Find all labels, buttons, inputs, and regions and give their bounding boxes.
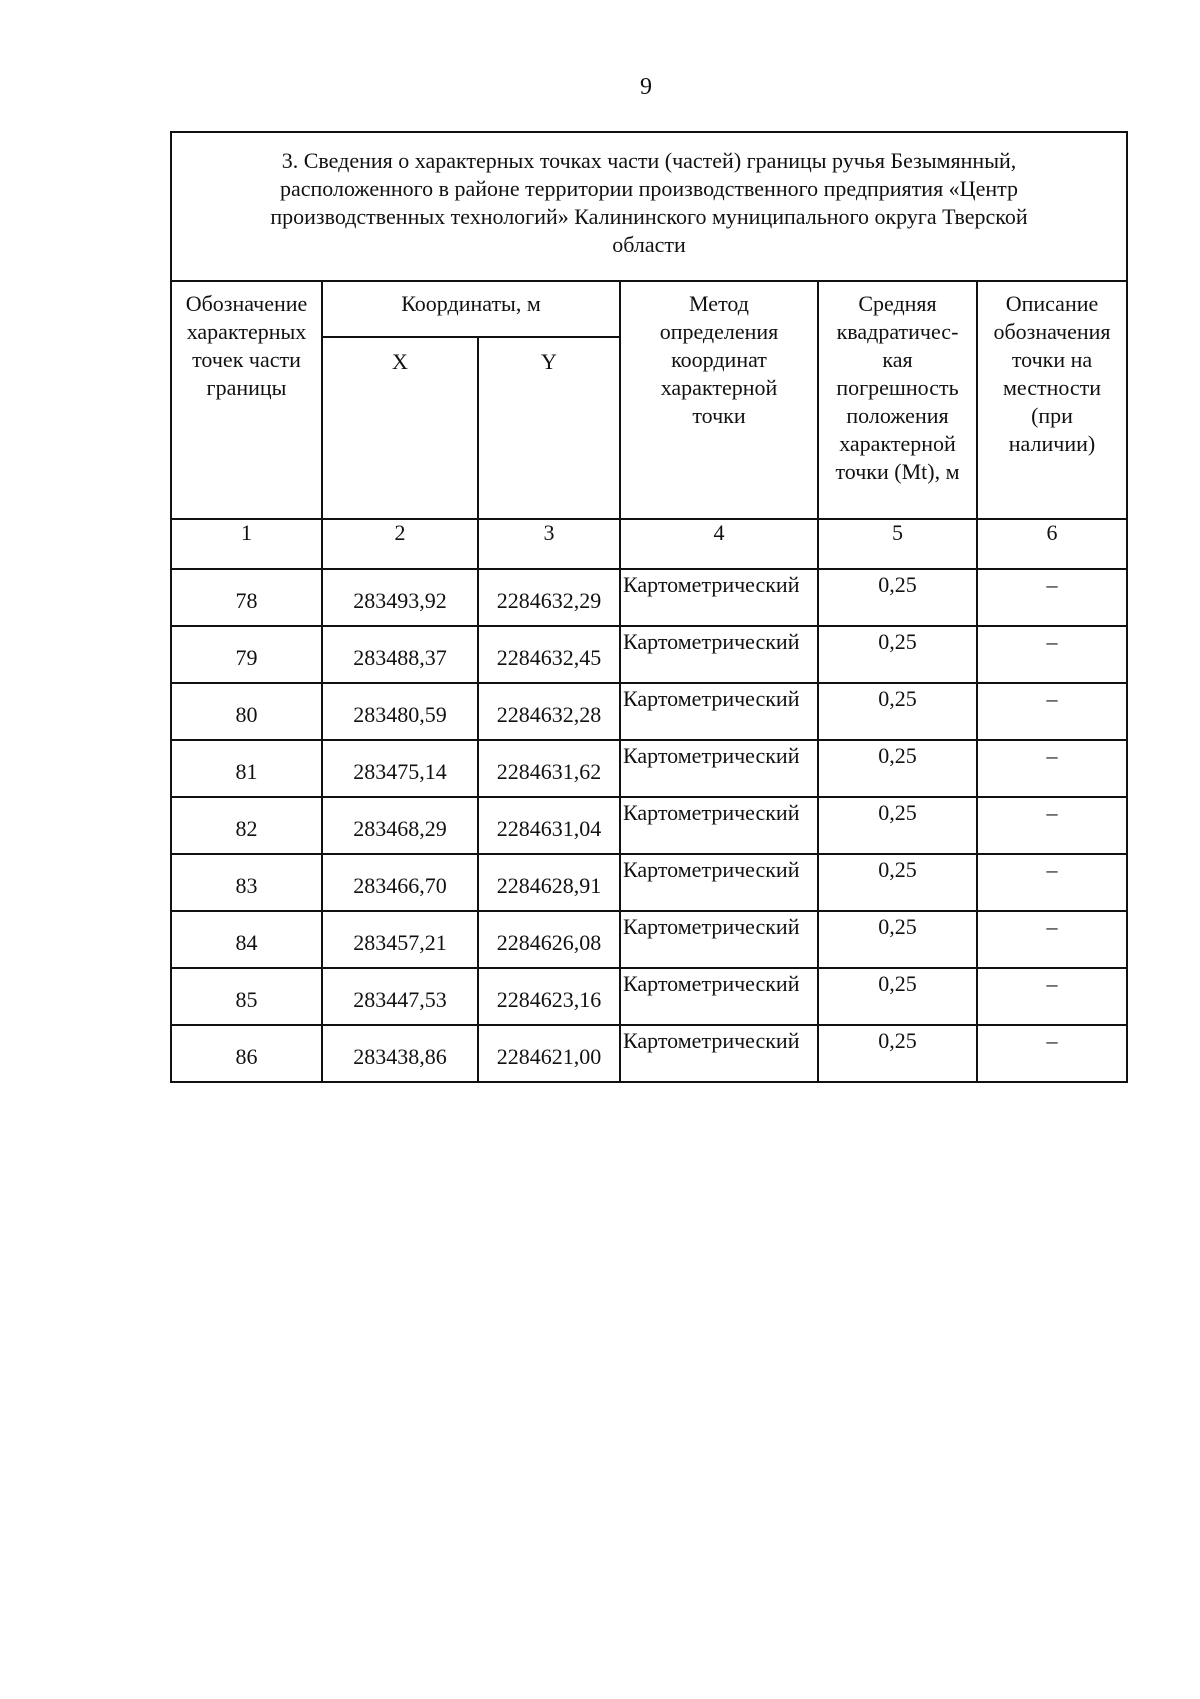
header-x: X — [322, 337, 478, 519]
header-line: обозначения — [993, 319, 1111, 344]
table-row — [171, 683, 1127, 740]
coord-y: 2284632,29 — [478, 569, 620, 626]
description: – — [977, 854, 1127, 911]
error: 0,25 — [818, 569, 977, 626]
header-line: Средняя — [858, 291, 937, 316]
point-id: 78 — [171, 569, 322, 626]
header-line: точки на — [1011, 347, 1093, 372]
coord-y: 2284623,16 — [478, 968, 620, 1025]
column-number: 2 — [322, 519, 478, 569]
description: – — [977, 797, 1127, 854]
caption-line: производственных технологий» Калининского муниципального округа Тверской — [270, 204, 1028, 229]
header-line: кая — [882, 347, 913, 372]
table-row — [171, 968, 1127, 1025]
coord-x: 283493,92 — [322, 569, 478, 626]
point-id: 85 — [171, 968, 322, 1025]
header-line: погрешность — [836, 375, 959, 400]
point-id: 79 — [171, 626, 322, 683]
header-line: определения — [659, 319, 779, 344]
point-id: 86 — [171, 1025, 322, 1082]
coord-x: 283488,37 — [322, 626, 478, 683]
header-description — [977, 281, 1127, 519]
description: – — [977, 740, 1127, 797]
coord-x: 283468,29 — [322, 797, 478, 854]
table-row — [171, 1025, 1127, 1082]
table-row — [171, 911, 1127, 968]
method: Картометрический — [620, 911, 818, 968]
point-id: 83 — [171, 854, 322, 911]
method: Картометрический — [620, 740, 818, 797]
header-error — [818, 281, 977, 519]
error: 0,25 — [818, 968, 977, 1025]
error: 0,25 — [818, 683, 977, 740]
point-id: 84 — [171, 911, 322, 968]
header-line: характерной — [839, 431, 956, 456]
header-line: точки — [692, 403, 746, 428]
description: – — [977, 683, 1127, 740]
header-coordinates: Координаты, м — [322, 281, 620, 337]
coord-y: 2284621,00 — [478, 1025, 620, 1082]
coord-x: 283447,53 — [322, 968, 478, 1025]
description: – — [977, 911, 1127, 968]
header-line: Описание — [1005, 291, 1099, 316]
header-line: Метод — [689, 291, 749, 316]
description: – — [977, 626, 1127, 683]
error: 0,25 — [818, 626, 977, 683]
header-line: точки (Mt), м — [835, 459, 960, 484]
page-number: 9 — [640, 74, 652, 100]
method: Картометрический — [620, 854, 818, 911]
table-caption — [171, 132, 1127, 281]
error: 0,25 — [818, 911, 977, 968]
coord-x: 283438,86 — [322, 1025, 478, 1082]
header-line: положения — [846, 403, 949, 428]
method: Картометрический — [620, 569, 818, 626]
header-line: характерных — [186, 319, 307, 344]
header-line: координат — [671, 347, 767, 372]
error: 0,25 — [818, 797, 977, 854]
method: Картометрический — [620, 626, 818, 683]
point-id: 80 — [171, 683, 322, 740]
column-number: 6 — [977, 519, 1127, 569]
description: – — [977, 569, 1127, 626]
coord-y: 2284631,04 — [478, 797, 620, 854]
table-row — [171, 797, 1127, 854]
description: – — [977, 1025, 1127, 1082]
table-row — [171, 854, 1127, 911]
column-number: 5 — [818, 519, 977, 569]
boundary-points-table — [170, 131, 1128, 1083]
coord-x: 283480,59 — [322, 683, 478, 740]
header-line: (при — [1031, 403, 1073, 428]
coord-x: 283466,70 — [322, 854, 478, 911]
column-number: 3 — [478, 519, 620, 569]
coord-y: 2284632,28 — [478, 683, 620, 740]
header-designation — [171, 281, 322, 519]
header-line: характерной — [660, 375, 778, 400]
header-line: границы — [206, 375, 287, 400]
method: Картометрический — [620, 683, 818, 740]
coord-y: 2284632,45 — [478, 626, 620, 683]
caption-line: 3. Сведения о характерных точках части (частей) границы ручья Безымянный, — [281, 148, 1017, 173]
column-number: 1 — [171, 519, 322, 569]
error: 0,25 — [818, 740, 977, 797]
coord-y: 2284631,62 — [478, 740, 620, 797]
error: 0,25 — [818, 1025, 977, 1082]
header-line: наличии) — [1008, 431, 1096, 456]
header-method — [620, 281, 818, 519]
error: 0,25 — [818, 854, 977, 911]
coord-x: 283457,21 — [322, 911, 478, 968]
header-y: Y — [478, 337, 620, 519]
column-number: 4 — [620, 519, 818, 569]
point-id: 82 — [171, 797, 322, 854]
caption-line: расположенного в районе территории производственного предприятия «Центр — [279, 176, 1018, 201]
table-row — [171, 569, 1127, 626]
coord-x: 283475,14 — [322, 740, 478, 797]
method: Картометрический — [620, 1025, 818, 1082]
caption-line: области — [612, 232, 686, 257]
header-line: Обозначение — [185, 291, 308, 316]
header-line: точек части — [192, 347, 301, 372]
method: Картометрический — [620, 968, 818, 1025]
header-line: квадратичес- — [836, 319, 959, 344]
description: – — [977, 968, 1127, 1025]
method: Картометрический — [620, 797, 818, 854]
table-row — [171, 626, 1127, 683]
point-id: 81 — [171, 740, 322, 797]
header-line: местности — [1002, 375, 1102, 400]
coord-y: 2284626,08 — [478, 911, 620, 968]
table-row — [171, 740, 1127, 797]
coord-y: 2284628,91 — [478, 854, 620, 911]
